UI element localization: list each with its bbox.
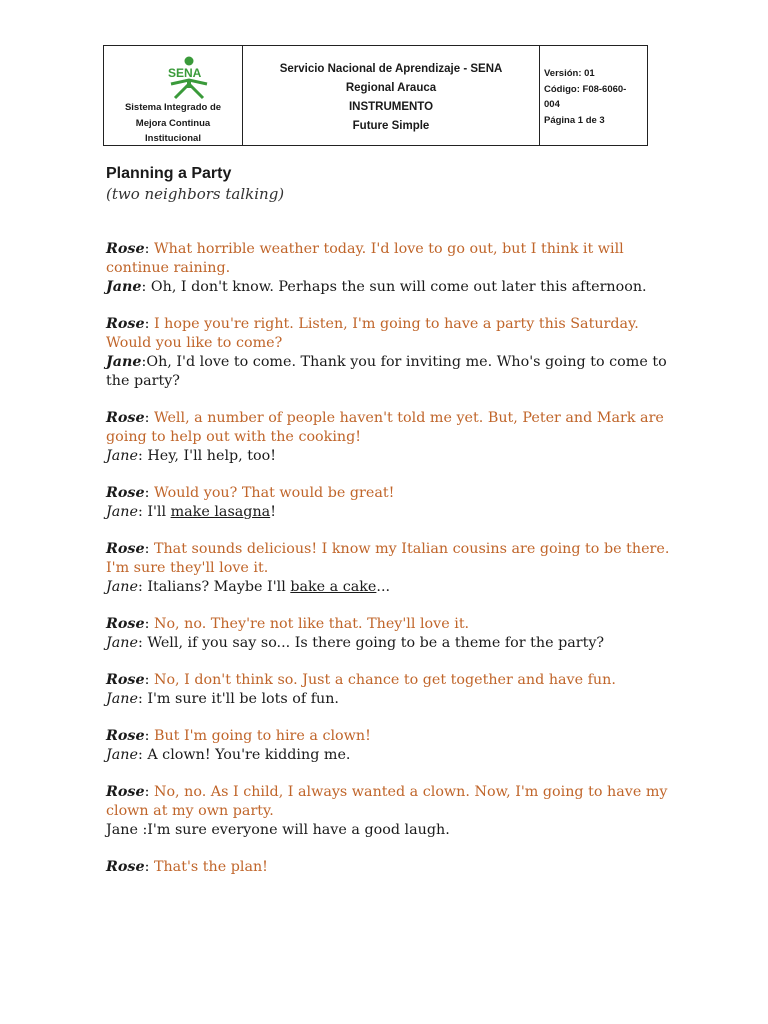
speaker-rose: Rose: [106, 784, 145, 800]
speaker-rose: Rose: [106, 859, 145, 875]
exchange: [106, 783, 676, 840]
title-block: [106, 164, 284, 204]
jane-line: Jane: A clown! You're kidding me.: [106, 747, 351, 763]
logo-caption-line: Institucional: [145, 133, 201, 144]
page-label: Página 1 de 3: [544, 114, 605, 126]
speaker-rose: Rose: [106, 728, 145, 744]
instrument-label: INSTRUMENTO: [348, 101, 434, 113]
jane-text: I'll: [147, 504, 171, 520]
jane-text: !: [270, 504, 276, 520]
code-label: Código: F08-6060-: [544, 83, 627, 95]
page-title: Planning a Party: [106, 165, 232, 182]
jane-text: Italians? Maybe I'll: [147, 579, 291, 595]
jane-text: Well, if you say so... Is there going to be a theme for the party?: [147, 635, 605, 651]
speaker-rose: Rose: [106, 485, 145, 501]
underlined-phrase: bake a cake: [290, 579, 377, 595]
speaker-jane: Jane: [106, 747, 138, 763]
jane-text: Hey, I'll help, too!: [147, 448, 276, 464]
speaker-rose: Rose: [106, 541, 145, 557]
logo-caption-line: Mejora Continua: [135, 117, 211, 129]
jane-line: Jane: Oh, I don't know. Perhaps the sun will come out later this afternoon.: [106, 279, 647, 295]
logo-text: SENA: [168, 66, 202, 80]
speaker-rose: Rose: [106, 316, 145, 332]
exchange: [106, 858, 676, 877]
underlined-phrase: make lasagna: [170, 504, 271, 520]
header-right-cell: [540, 46, 647, 145]
rose-line: Rose: But I'm going to hire a clown!: [106, 728, 371, 744]
dialogue: [106, 240, 676, 895]
rose-line: Rose: Would you? That would be great!: [106, 485, 395, 501]
jane-line: Jane: Italians? Maybe I'll bake a cake...: [106, 579, 391, 595]
jane-line: Jane:Oh, I'd love to come. Thank you for inviting me. Who's going to come to the party?: [106, 354, 667, 389]
exchange: [106, 409, 676, 466]
logo-caption: [104, 100, 242, 147]
jane-text: I'm sure it'll be lots of fun.: [147, 691, 339, 707]
rose-text: That sounds delicious! I know my Italian cousins are going to be there. I'm sure they'll love it.: [106, 541, 670, 576]
rose-line: Rose: That's the plan!: [106, 859, 268, 875]
logo-caption-line: Sistema Integrado de: [124, 102, 222, 113]
exchange: [106, 484, 676, 522]
jane-text: ...: [376, 579, 391, 595]
speaker-jane: Jane: [106, 579, 138, 595]
exchange: [106, 540, 676, 597]
exchange: [106, 671, 676, 709]
speaker-rose: Rose: [106, 616, 145, 632]
exchange: [106, 240, 676, 297]
sena-logo-icon: [165, 56, 213, 102]
speaker-jane: Jane: [106, 691, 138, 707]
speaker-jane: Jane: [106, 448, 138, 464]
header-center-cell: [243, 46, 540, 145]
jane-text: Oh, I'd love to come. Thank you for inviting me. Who's going to come to the party?: [106, 354, 667, 389]
rose-text: No, no. As I child, I always wanted a clown. Now, I'm going to have my clown at my own party.: [106, 784, 668, 819]
header-logo-cell: [104, 46, 243, 145]
jane-line: Jane: Well, if you say so... Is there going to be a theme for the party?: [106, 635, 605, 651]
rose-line: Rose: No, no. As I child, I always wanted a clown. Now, I'm going to have my clown at my own party.: [106, 784, 668, 819]
speaker-rose: Rose: [106, 241, 145, 257]
rose-text: That's the plan!: [153, 859, 268, 875]
rose-text: What horrible weather today. I'd love to go out, but I think it will continue raining.: [106, 241, 624, 276]
topic-label: Future Simple: [352, 120, 430, 132]
speaker-rose: Rose: [106, 410, 145, 426]
code-label-cont: 004: [544, 99, 560, 110]
jane-line: Jane: Hey, I'll help, too!: [106, 448, 276, 464]
jane-line: Jane: I'll make lasagna!: [106, 504, 276, 520]
jane-line: Jane: I'm sure it'll be lots of fun.: [106, 691, 339, 707]
document-header-table: [103, 45, 648, 146]
rose-line: Rose: No, no. They're not like that. They'll love it.: [106, 616, 470, 632]
rose-text: I hope you're right. Listen, I'm going to have a party this Saturday. Would you like to come?: [106, 316, 639, 351]
rose-line: Rose: I hope you're right. Listen, I'm going to have a party this Saturday. Would you like to come?: [106, 316, 639, 351]
rose-line: Rose: Well, a number of people haven't told me yet. But, Peter and Mark are going to help out with the cooking!: [106, 410, 664, 445]
speaker-rose: Rose: [106, 672, 145, 688]
rose-text: Would you? That would be great!: [153, 485, 395, 501]
exchange: [106, 315, 676, 391]
rose-line: Rose: That sounds delicious! I know my Italian cousins are going to be there. I'm sure they'll love it.: [106, 541, 670, 576]
jane-text: A clown! You're kidding me.: [147, 747, 351, 763]
rose-text: No, no. They're not like that. They'll love it.: [153, 616, 470, 632]
exchange: [106, 727, 676, 765]
rose-line: Rose: What horrible weather today. I'd love to go out, but I think it will continue raining.: [106, 241, 624, 276]
speaker-jane: Jane: [106, 635, 138, 651]
version-label: Versión: 01: [544, 68, 595, 79]
speaker-jane: Jane: [106, 504, 138, 520]
institution-name: Servicio Nacional de Aprendizaje - SENA: [279, 63, 503, 75]
jane-text: Oh, I don't know. Perhaps the sun will come out later this afternoon.: [150, 279, 647, 295]
rose-text: But I'm going to hire a clown!: [153, 728, 371, 744]
page-subtitle: (two neighbors talking): [106, 185, 285, 203]
jane-text: Jane :I'm sure everyone will have a good laugh.: [106, 822, 450, 838]
rose-text: No, I don't think so. Just a chance to get together and have fun.: [153, 672, 616, 688]
regional-name: Regional Arauca: [345, 82, 437, 94]
jane-line: [106, 821, 676, 840]
rose-line: Rose: No, I don't think so. Just a chance to get together and have fun.: [106, 672, 616, 688]
speaker-jane: Jane: [106, 354, 142, 370]
speaker-jane: Jane: [106, 279, 142, 295]
rose-text: Well, a number of people haven't told me yet. But, Peter and Mark are going to help out with the cooking!: [106, 410, 664, 445]
exchange: [106, 615, 676, 653]
